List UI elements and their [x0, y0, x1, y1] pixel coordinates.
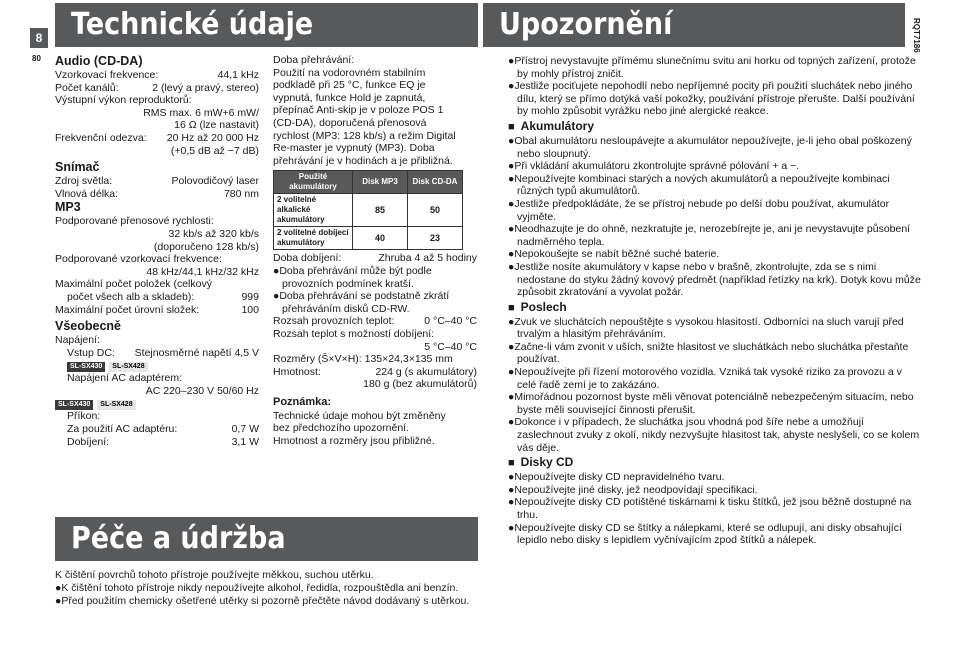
model-code: RQT7186 — [912, 18, 921, 53]
spec-label: Napájení AC adaptérem: — [67, 372, 182, 385]
specs-column-middle — [273, 54, 477, 448]
spec-row: Frekvenční odezva: 20 Hz až 20 000 Hz — [55, 131, 259, 144]
page-number: 8 — [30, 28, 48, 48]
spec-value: RMS max. 6 mW+6 mW/ — [143, 106, 259, 119]
pickup-heading: Snímač — [55, 160, 100, 175]
note-heading: Poznámka: — [273, 395, 332, 408]
battery-table — [273, 170, 463, 250]
spec-row: počet všech alb a skladeb): 999 — [67, 290, 259, 303]
bullet-item: ●Nepoužívejte disky CD potištěné tiskárnami k tisku štítků, jež jsou běžně dostupné na trhu. — [508, 496, 912, 521]
table-row: 2 volitelné alkalické akumulátory 85 50 — [274, 194, 463, 227]
bullet-item: ●Mimořádnou pozornost byste měli věnovat potenciálně nebezpečeným situacím, nebo byste měli související činnosti přerušit. — [508, 391, 914, 416]
note-line: bez předchozího upozornění. — [273, 422, 410, 435]
bullet-item: ●Obal akumulátoru nesloupávejte a akumulátor nepoužívejte, je-li jeho obal poškozený nebo sloupnutý. — [508, 134, 912, 160]
spec-label: Podporované vzorkovací frekvence: — [55, 253, 222, 266]
spec-label: Maximální počet položek (celkový — [55, 278, 212, 291]
spec-value: 180 g (bez akumulátorů) — [363, 378, 477, 391]
spec-row: Počet kanálů: 2 (levý a pravý, stereo) — [55, 81, 259, 94]
bullet-item: ●Jestliže předpokládáte, že se přístroj nebude po delší dobu používat, akumulátor vyjměte. — [508, 197, 890, 223]
spec-value: 5 °C–40 °C — [424, 340, 477, 353]
spec-value: (+0,5 dB až −7 dB) — [170, 144, 259, 157]
spec-row: Doba dobíjení: Zhruba 4 až 5 hodiny — [273, 252, 477, 265]
warnings-title: Upozornění — [483, 3, 905, 47]
warnings-column — [508, 55, 922, 547]
care-paragraph: K čištění povrchů tohoto přístroje používejte měkkou, suchou utěrku. — [55, 569, 374, 581]
spec-value: 48 kHz/44,1 kHz/32 kHz — [146, 265, 259, 278]
spec-row: Vstup DC: Stejnosměrné napětí 4,5 V — [67, 346, 259, 359]
spec-row: Dobíjení: 3,1 W — [67, 435, 259, 448]
spec-value: AC 220–230 V 50/60 Hz — [145, 384, 259, 397]
spec-label: Rozsah teplot s možností dobíjení: — [273, 327, 435, 340]
spec-label: Podporované přenosové rychlosti: — [55, 215, 214, 228]
batteries-heading: ■ Akumulátory — [508, 119, 922, 135]
model-tags: SL-SX430 SL-SX428 — [55, 397, 259, 410]
bullet-item: ●Začne-li vám zvonit v uších, snižte hlasitost ve sluchátkách nebo sluchátka přestaňte používat. — [508, 340, 909, 366]
bullet-item: ●Nepokoušejte se nabít běžné suché baterie. — [508, 248, 720, 261]
bullet-item: ●Neodhazujte je do ohně, nezkratujte je, nerozebírejte je, ani je nevystavujte působení nadměrného tepla. — [508, 223, 911, 248]
spec-row: Hmotnost: 224 g (s akumulátory) — [273, 365, 477, 378]
bullet-item: ●K čištění tohoto přístroje nikdy nepoužívejte alkohol, ředidla, rozpouštědla ani benzín. — [55, 582, 459, 594]
cd-heading: ■ Disky CD — [508, 455, 922, 471]
tech-specs-title: Technické údaje — [55, 3, 478, 47]
play-note-8: přehrávání je v hodinách a je přibližná. — [273, 154, 453, 167]
bullet-item: ●Dokonce i v případech, že sluchátka jsou vhodná pod šíře nebe a umožňují zaslechnout zvuky z okolí, nikdy nezvyšujte hlasitost tak, abyste neslyšeli, co se kolem vás děje. — [508, 416, 920, 454]
play-note-1: Použití na vodorovném stabilním — [273, 66, 426, 79]
spec-label: Výstupní výkon reproduktorů: — [55, 94, 192, 107]
bullet-item: ●Doba přehrávání se podstatně zkrátí přehráváním disků CD-RW. — [273, 290, 450, 315]
bullet-item: ●Nepoužívejte disky CD se štítky a nálepkami, které se odlupují, ani disky obsahující lepidlo nebo disky s lepidlem vyčnívajícím zpod štítků a nálepek. — [508, 521, 902, 547]
spec-row: Za použití AC adaptéru: 0,7 W — [67, 423, 259, 436]
audio-heading: Audio (CD-DA) — [55, 54, 143, 68]
spec-row: Vlnová délka: 780 nm — [55, 187, 259, 200]
spec-label: Napájení: — [55, 334, 100, 347]
spec-row: Rozsah provozních teplot: 0 °C–40 °C — [273, 315, 477, 328]
bullet-item: ●Před použitím chemicky ošetřené utěrky si pozorně přečtěte návod dodávaný s utěrkou. — [55, 595, 470, 607]
spec-value: 32 kb/s až 320 kb/s — [168, 227, 259, 240]
care-section — [55, 569, 478, 608]
bullet-item: ●Přístroj nevystavujte přímému slunečnímu svitu ani horku od topných zařízení, protože by mohly přístroj zničit. — [508, 55, 916, 80]
play-note-7: Re-master je vypnutý (MP3). Doba — [273, 142, 435, 155]
bullet-item: ●Nepoužívejte jiné disky, jež neodpovídají specifikaci. — [508, 483, 758, 496]
spec-row: Maximální počet úrovní složek: 100 — [55, 303, 259, 316]
bullet-item: ●Jestliže pociťujete nepohodlí nebo nepříjemné pocity při použití sluchátek nebo jiného dílu, který se přímo dotýká vaší pokožky, používání přístroje přerušte. Další používání by mohlo způsobit vyrážku nebo jiné alergické reakce. — [508, 80, 915, 118]
bullet-item: ●Nepoužívejte při řízení motorového vozidla. Vzniká tak vysoké riziko za provozu a v celé řadě zemí je to zakázáno. — [508, 366, 902, 391]
play-note-4: přepínač Anti-skip je v poloze POS 1 — [273, 104, 444, 117]
sub-page-number: 80 — [32, 54, 41, 63]
play-note-5: (CD-DA), doporučená přenosová — [273, 116, 427, 129]
model-tags: SL-SX430 SL-SX428 — [55, 359, 259, 372]
bullet-item: ●Nepoužívejte disky CD nepravidelného tvaru. — [508, 471, 725, 484]
note-line: Hmotnost a rozměry jsou přibližné. — [273, 435, 435, 448]
mp3-heading: MP3 — [55, 200, 81, 215]
play-note-2: podkladě při 25 °C, funkce EQ je — [273, 79, 426, 92]
bullet-item: ●Jestliže nosíte akumulátory v kapse nebo v brašně, zkontrolujte, zda se s nimi nedostane do styku žádný kovový předmět (například řetízky na krk). Dotyk kovu může způsobit zkratování a vyvolat požár. — [508, 260, 921, 299]
bullet-item: ●Nepoužívejte kombinaci starých a nových akumulátorů a nepoužívejte kombinaci různých typů akumulátorů. — [508, 172, 890, 198]
dimensions: Rozměry (Š×V×H): 135×24,3×135 mm — [273, 353, 453, 366]
table-header: Disk MP3 — [353, 171, 408, 194]
note-line: Technické údaje mohou být změněny — [273, 409, 446, 422]
spec-label: Příkon: — [67, 410, 101, 423]
specs-column-left — [55, 54, 259, 448]
table-header: Disk CD-DA — [408, 171, 463, 194]
listening-heading: ■ Poslech — [508, 300, 922, 316]
bullet-item: ●Doba přehrávání může být podle provozních podmínek kratší. — [273, 264, 432, 290]
table-header: Použité akumulátory — [274, 171, 353, 194]
table-row: 2 volitelné dobíjecí akumulátory 40 23 — [274, 227, 463, 250]
care-title: Péče a údržba — [55, 517, 478, 561]
play-note-6: rychlost (MP3: 128 kb/s) a režim Digital — [273, 129, 456, 142]
play-note-3: vypnutá, funkce Hold je zapnutá, — [273, 91, 426, 104]
general-heading: Všeobecně — [55, 319, 122, 334]
spec-value: (doporučeno 128 kb/s) — [153, 240, 259, 253]
bullet-item: ●Při vkládání akumulátoru zkontrolujte správné pólování + a −. — [508, 160, 800, 173]
spec-label: Doba přehrávání: — [273, 54, 355, 66]
spec-row: Vzorkovací frekvence: 44,1 kHz — [55, 69, 259, 81]
bullet-item: ●Zvuk ve sluchátcích nepouštějte s vysokou hlasitostí. Odborníci na sluch varují před trvalým a hlasitým přehráváním. — [508, 315, 904, 341]
spec-row: Zdroj světla: Polovodičový laser — [55, 175, 259, 188]
spec-value: 16 Ω (lze nastavit) — [174, 119, 259, 132]
